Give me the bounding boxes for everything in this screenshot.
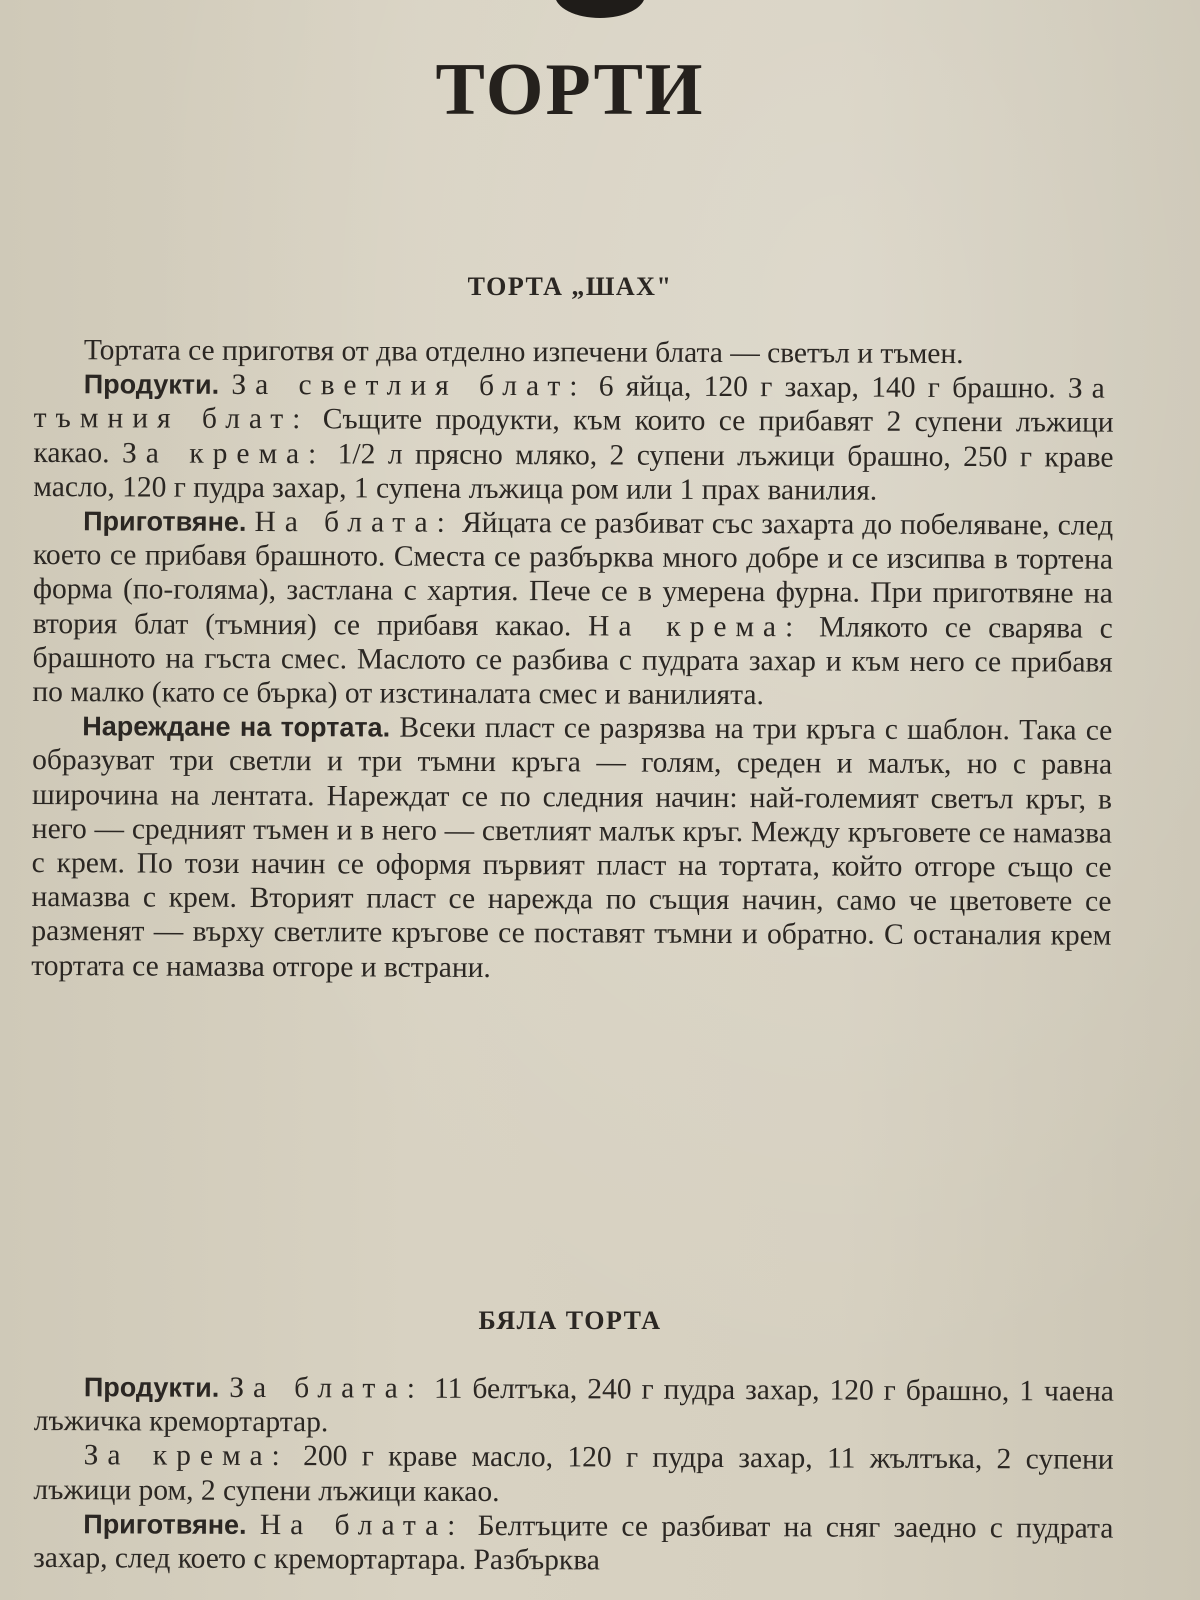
products-label: Продукти. <box>83 1372 220 1403</box>
chapter-title: ТОРТИ <box>435 49 705 131</box>
recipe-title-white-cake: БЯЛА ТОРТА <box>478 1306 662 1335</box>
cream-label: За крема: <box>83 1439 289 1473</box>
recipe-shah-body <box>31 333 1114 988</box>
layers-prep-text: Яйцата се разбиват със захарта до побеляване, след което се прибавя брашното. Сместа се разбърква много добре и се изсипва в тортена форма (по-голяма), застлана с хартия. Пече се в умерена фурна. При приготвяне на втория блат (тъмния) се прибавя какао. <box>32 506 1114 642</box>
layers-label: За блата: <box>229 1371 425 1405</box>
cream-text: 1/2 л прясно мляко, 2 супени лъжици брашно, 250 г краве масло, 120 г пудра захар, 1 супена лъжица ром или 1 прах ванилия. <box>33 437 1114 507</box>
recipe-title-shah: ТОРТА „ШАХ" <box>467 272 673 301</box>
assembly-text: Всеки пласт се разрязва на три кръга с шаблон. Така се образуват три светли и три тъмни кръга — голям, среден и малък, но с равна широчина на лентата. Нареждат се по следния начин: най-големият светъл кръг, в него — средният тъмен и в него — светлият малък кръг. Между кръговете се намазва с крем. По този начин се оформя първият пласт на тортата, който отгоре също се намазва с крем. Вторият пласт се нарежда по същия начин, само че цветовете се разменят — върху светлите кръгове се поставят тъмни и обратно. С останалия крем тортата се намазва отгоре и встрани. <box>31 711 1113 984</box>
cream-label: За крема: <box>121 436 326 470</box>
preparation-label: Приготвяне. <box>83 506 247 537</box>
products-label: Продукти. <box>83 369 220 401</box>
recipe-white-products <box>34 1370 1114 1443</box>
layers-text: 11 белтъка, 240 г пудра захар, 120 г брашно, 1 чаена лъжичка кремортартар. <box>33 1372 1115 1439</box>
light-layer-text: 6 яйца, 120 г захар, 140 г брашно. <box>598 370 1056 405</box>
recipe-white-body <box>33 1370 1114 1580</box>
dark-layer-text: Същите продукти, към които се прибавят 2 супени лъжици какао. <box>33 403 1114 469</box>
recipe-shah-products <box>33 367 1114 509</box>
cream-text: 200 г краве масло, 120 г пудра захар, 11 жълтъка, 2 супени лъжици ром, 2 супени лъжици какао. <box>33 1440 1114 1508</box>
dark-layer-label: За тъмния блат: <box>33 372 1114 436</box>
cream-prep-text: Млякото се сварява с брашното на гъста смес. Маслото се разбива с пудрата захар и към него се прибавя по малко (като се бърка) от изстиналата смес и ванилията. <box>32 611 1113 712</box>
light-layer-label: За светлия блат: <box>231 369 587 403</box>
layers-prep-text: Белтъците се разбиват на сняг заедно с пудрата захар, след което с кремортартара. Разбърква <box>33 1509 1114 1577</box>
layers-prep-label: На блата: <box>254 505 454 539</box>
recipe-white-preparation <box>33 1507 1113 1580</box>
top-ornament <box>555 0 645 18</box>
recipe-shah-preparation <box>32 504 1113 714</box>
preparation-label: Приготвяне. <box>83 1509 247 1540</box>
recipe-shah-intro: Тортата се приготвя от два отделно изпечени блата — светъл и тъмен. <box>83 334 964 371</box>
layers-prep-label: На блата: <box>259 1508 465 1542</box>
cream-prep-label: На крема: <box>588 610 803 643</box>
recipe-shah-assembly <box>31 709 1112 987</box>
recipe-white-cream <box>33 1438 1113 1511</box>
assembly-label: Нареждане на тортата. <box>82 711 391 743</box>
